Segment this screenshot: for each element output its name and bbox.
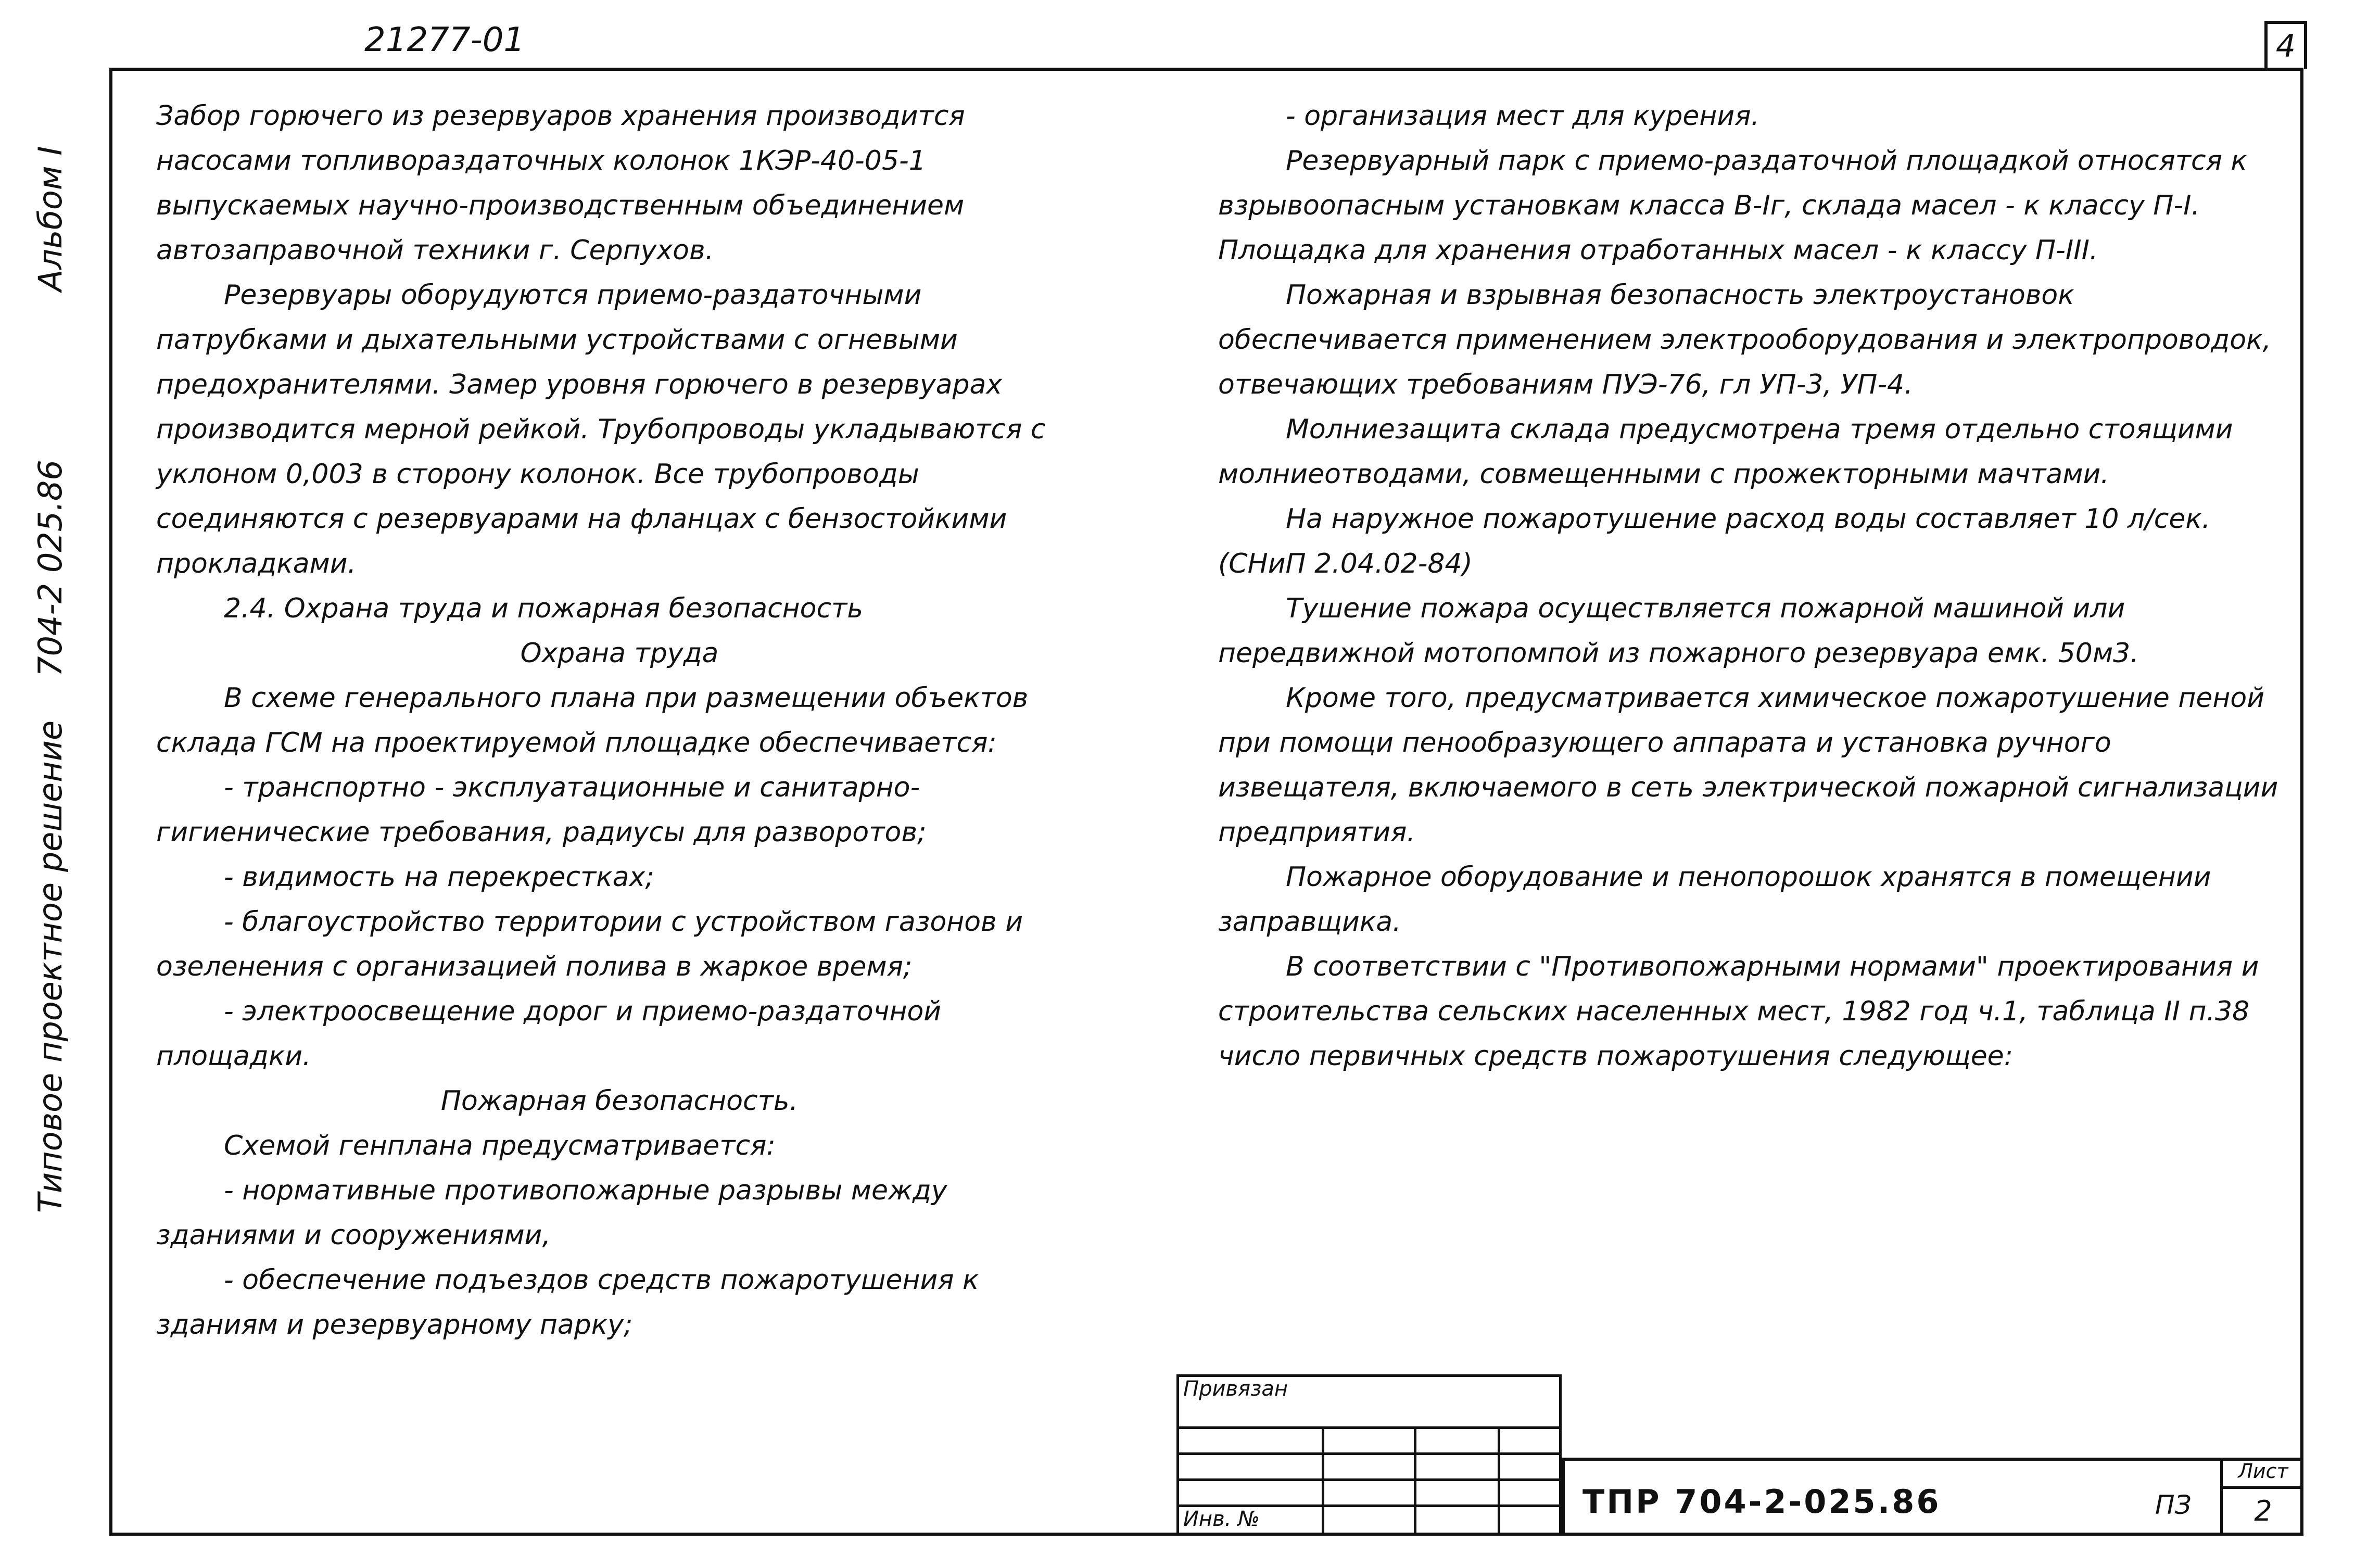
side-label-project-type: Типовое проектное решение <box>31 720 69 1213</box>
title-block-section: ПЗ <box>2155 1490 2192 1520</box>
paragraph: Тушение пожара осуществляется пожарной машиной или передвижной мотопомпой из пожарного резервуара емк. 50м3. <box>1218 593 2139 669</box>
paragraph: Пожарная и взрывная безопасность электроустановок обеспечивается применением электрооборудования и электропроводок, отвечающих требованиям ПУЭ-76, гл УП-3, УП-4. <box>1218 280 2271 400</box>
list-item: - электроосвещение дорог и приемо-раздаточной площадки. <box>156 996 942 1072</box>
side-label-album: Альбом I <box>31 146 69 292</box>
document-code: 21277-01 <box>364 21 525 59</box>
section-heading: 2.4. Охрана труда и пожарная безопасность <box>224 593 863 624</box>
stamp-privyazan: Привязан <box>1178 1376 1561 1428</box>
title-block-sheet-cell <box>2220 1458 2303 1536</box>
sheet-value: 2 <box>2254 1495 2272 1527</box>
text-column-left <box>156 94 1083 1347</box>
paragraph: На наружное пожаротушение расход воды составляет 10 л/сек. (СНиП 2.04.02-84) <box>1218 503 2211 579</box>
list-item: - организация мест для курения. <box>1286 100 1760 132</box>
stamp-inv-no: Инв. № <box>1178 1506 1323 1535</box>
list-item: - обеспечение подъездов средств пожаротушения к зданиям и резервуарному парку; <box>156 1264 979 1341</box>
subsection-heading: Пожарная безопасность. <box>440 1085 799 1117</box>
paragraph: В схеме генерального плана при размещении объектов склада ГСМ на проектируемой площадке обеспечивается: <box>156 682 1029 758</box>
paragraph: Забор горючего из резервуаров хранения производится насосами топливораздаточных колонок 1КЭР-40-05-1 выпускаемых научно-производственным объединением автозаправочной техники г. Серпухов. <box>156 100 965 266</box>
paragraph: Молниезащита склада предусмотрена тремя отдельно стоящими молниеотводами, совмещенными с прожекторными мачтами. <box>1218 414 2233 490</box>
paragraph: Резервуары оборудуются приемо-раздаточными патрубками и дыхательными устройствами с огневыми предохранителями. Замер уровня горючего в резервуарах производится мерной рейкой. Трубопроводы укладываются с уклоном 0,003 в сторону колонок. Все трубопроводы соединяются с резервуарами на фланцах с бензостойкими прокладками. <box>156 280 1046 579</box>
side-label-project-code: 704-2 025.86 <box>31 460 69 677</box>
paragraph: Пожарное оборудование и пенопорошок хранятся в помещении заправщика. <box>1218 862 2211 938</box>
paragraph: В соответствии с "Противопожарными нормами" проектирования и строительства сельских населенных мест, 1982 год ч.1, таблица II п.38 число первичных средств пожаротушения следующее: <box>1218 951 2259 1072</box>
list-item: - видимость на перекрестках; <box>224 862 654 893</box>
list-item: - благоустройство территории с устройством газонов и озеленения с организацией полива в жаркое время; <box>156 906 1023 982</box>
paragraph: Кроме того, предусматривается химическое пожаротушение пеной при помощи пенообразующего аппарата и установка ручного извещателя, включаемого в сеть электрической пожарной сигнализации предприятия. <box>1218 682 2278 848</box>
list-item: - нормативные противопожарные разрывы между зданиями и сооружениями, <box>156 1175 947 1251</box>
list-item: - транспортно - эксплуатационные и санитарно-гигиенические требования, радиусы для разворотов; <box>156 772 927 848</box>
binding-stamp <box>1176 1374 1562 1536</box>
sheet-label: Лист <box>2223 1458 2303 1489</box>
text-column-right <box>1218 94 2280 1079</box>
title-block-code: ТПР 704-2-025.86 <box>1582 1483 1941 1521</box>
paragraph: Резервуарный парк с приемо-раздаточной площадкой относятся к взрывоопасным установкам класса В-Iг, склада масел - к классу П-I. Площадка для хранения отработанных масел - к классу П-III. <box>1218 145 2247 266</box>
subsection-heading: Охрана труда <box>520 638 719 669</box>
sheet-number-box: 4 <box>2264 21 2307 69</box>
paragraph: Схемой генплана предусматривается: <box>224 1130 776 1161</box>
